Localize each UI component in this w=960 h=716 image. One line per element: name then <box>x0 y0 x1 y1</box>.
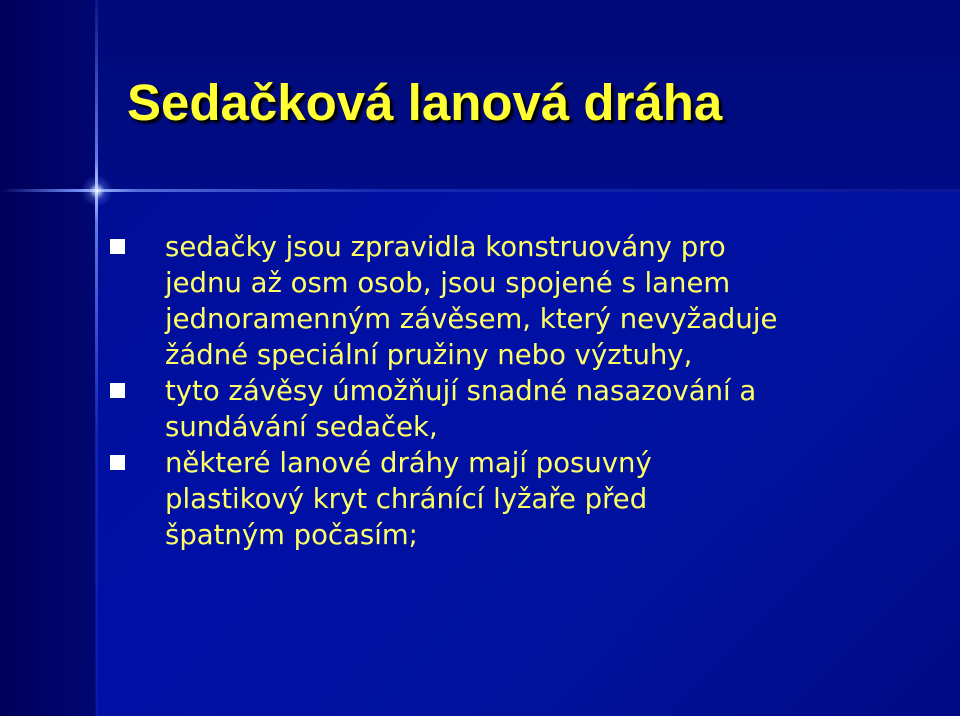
bullet-item-2 <box>110 373 940 445</box>
bullet-line: plastikový kryt chránící lyžaře před <box>165 483 648 515</box>
bullet-item-1 <box>110 229 940 373</box>
bullet-line: žádné speciální pružiny nebo výztuhy, <box>165 339 693 371</box>
vertical-accent-line <box>95 0 98 716</box>
horizontal-accent-line <box>0 189 960 192</box>
bullet-line: špatným počasím; <box>165 519 418 551</box>
bullet-list <box>110 229 940 553</box>
bullet-line: sundávání sedaček, <box>165 411 438 443</box>
slide-title: Sedačková lanová dráha <box>127 74 723 131</box>
bullet-line: tyto závěsy úmožňují snadné nasazování a <box>165 375 757 407</box>
sparkle-icon <box>81 175 113 207</box>
square-bullet-icon <box>110 455 125 470</box>
square-bullet-icon <box>110 239 125 254</box>
bullet-line: některé lanové dráhy mají posuvný <box>165 447 652 479</box>
square-bullet-icon <box>110 383 125 398</box>
bullet-item-3 <box>110 445 940 553</box>
left-band <box>0 0 96 716</box>
bullet-line: jednoramenným závěsem, který nevyžaduje <box>165 303 778 335</box>
bullet-line: jednu až osm osob, jsou spojené s lanem <box>165 267 731 299</box>
bullet-line: sedačky jsou zpravidla konstruovány pro <box>165 231 726 263</box>
